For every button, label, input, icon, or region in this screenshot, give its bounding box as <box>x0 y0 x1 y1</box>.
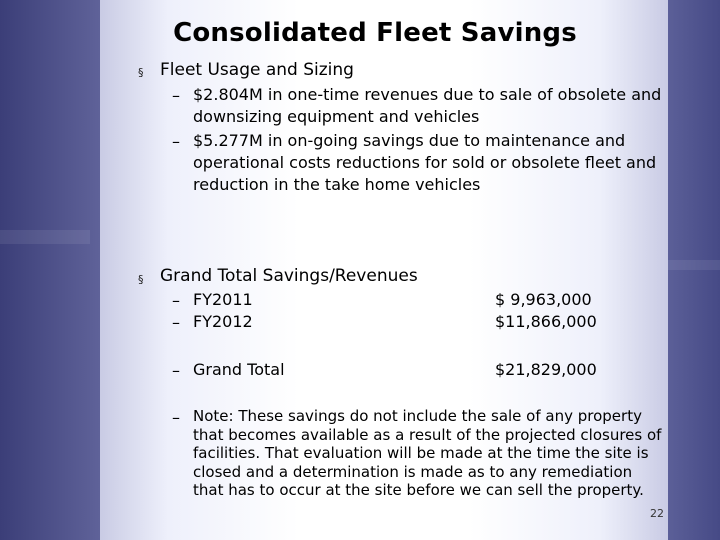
slide-title: Consolidated Fleet Savings <box>173 18 577 48</box>
fy2012-label: FY2012 <box>193 312 253 331</box>
fy2011-value: $ 9,963,000 <box>495 290 592 309</box>
fleet-item-one-time-revenues: $2.804M in one-time revenues due to sale of obsolete and downsizing equipment and vehicles <box>193 85 662 126</box>
savings-note: Note: These savings do not include the sale of any property that becomes available as a result of the projected closures of facilities. That evaluation will be made at the time the site is closed and a determination is made as to any remediation that has to occur at the site before we can sell the property. <box>193 407 662 499</box>
page-number: 22 <box>650 507 664 520</box>
grand-total-value: $21,829,000 <box>495 360 597 379</box>
section-heading-fleet-usage: Fleet Usage and Sizing <box>160 60 354 80</box>
grand-total-label: Grand Total <box>193 360 285 379</box>
dash-marker: – <box>172 86 180 105</box>
bullet-marker: § <box>138 273 144 286</box>
dash-marker: – <box>172 361 180 380</box>
dash-marker: – <box>172 132 180 151</box>
section-heading-grand-total: Grand Total Savings/Revenues <box>160 266 418 286</box>
fy2012-value: $11,866,000 <box>495 312 597 331</box>
dash-marker: – <box>172 408 180 427</box>
fleet-item-ongoing-savings: $5.277M in on-going savings due to maintenance and operational costs reductions for sold or obsolete fleet and reduction in the take home vehicles <box>193 131 657 194</box>
fy2011-label: FY2011 <box>193 290 253 309</box>
dash-marker: – <box>172 313 180 332</box>
dash-marker: – <box>172 291 180 310</box>
bullet-marker: § <box>138 66 144 79</box>
